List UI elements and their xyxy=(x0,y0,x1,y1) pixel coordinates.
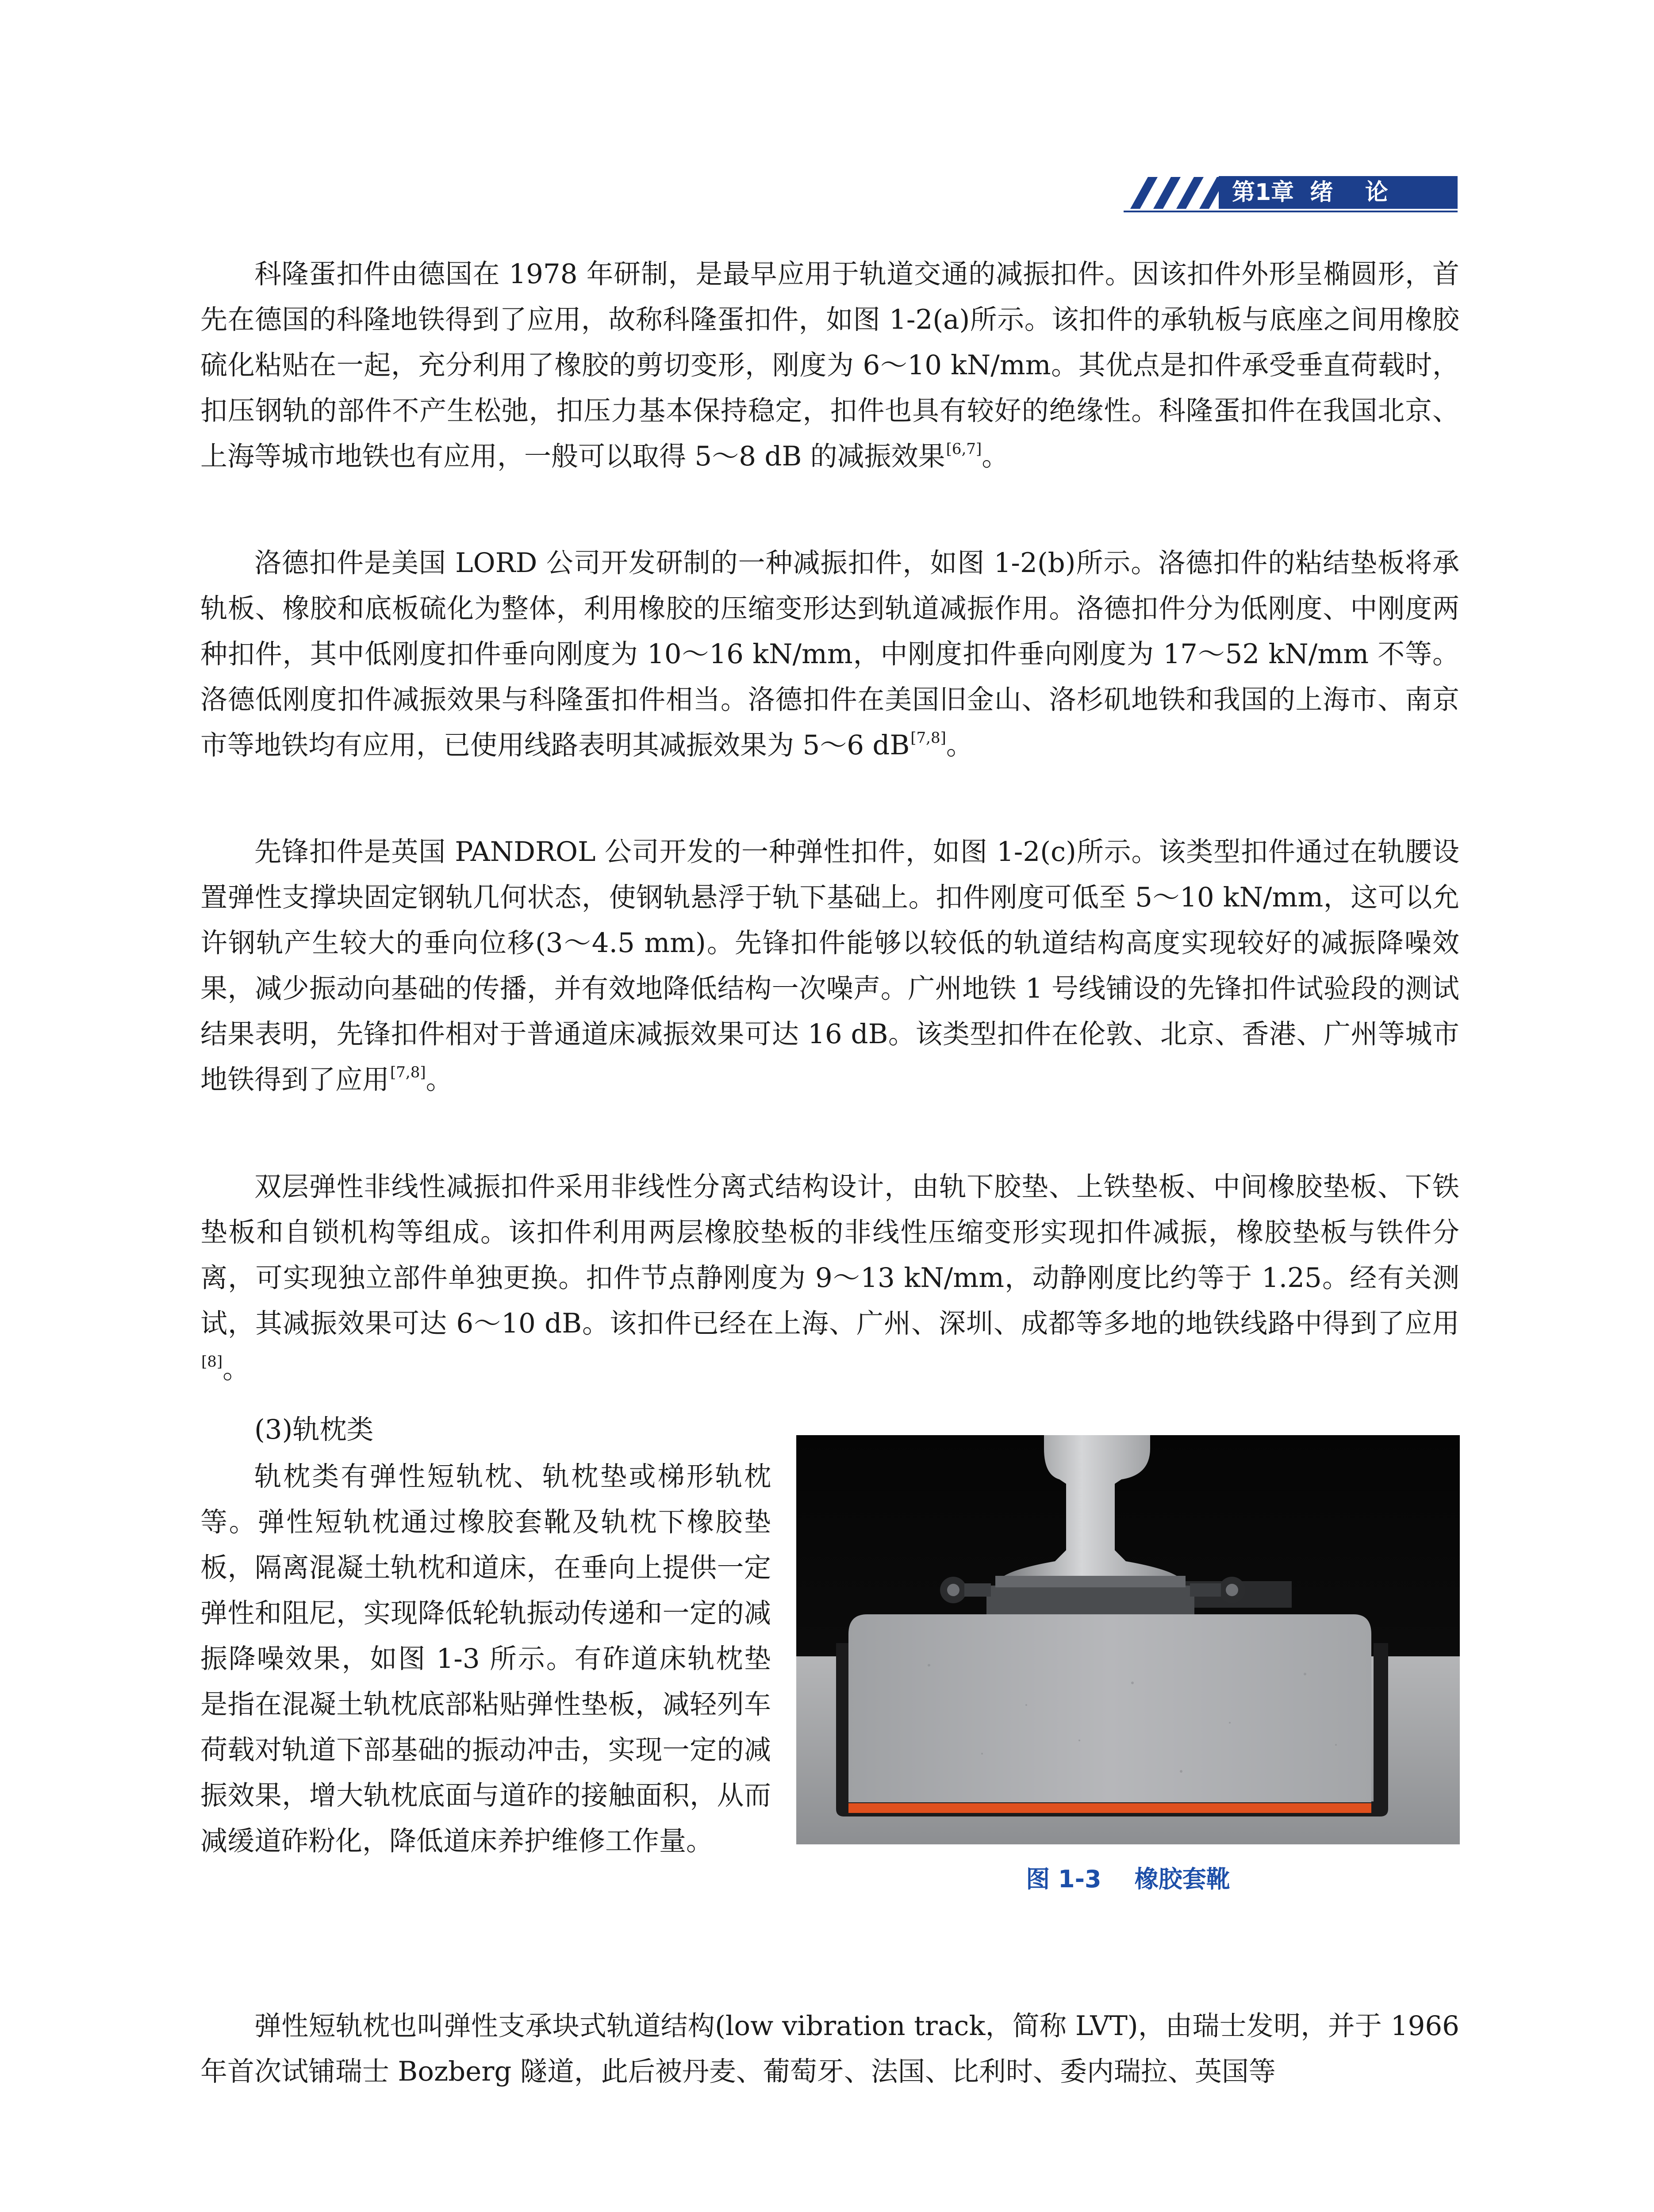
chapter-header xyxy=(1219,176,1458,209)
figure-rubber-boot xyxy=(796,1435,1460,1844)
figure-caption: 图 1-3 橡胶套靴 xyxy=(1026,1865,1230,1893)
subheading-sleepers: (3)轨枕类 xyxy=(254,1414,374,1445)
citation: [7,8] xyxy=(390,1064,426,1081)
chapter-number: 第1章 xyxy=(1232,179,1294,206)
chapter-title: 绪 论 xyxy=(1310,179,1388,206)
citation: [7,8] xyxy=(910,729,946,747)
paragraph-double-layer: 双层弹性非线性减振扣件采用非线性分离式结构设计，由轨下胶垫、上铁垫板、中间橡胶垫板、下铁垫板和自锁机构等组成。该扣件利用两层橡胶垫板的非线性压缩变形实现扣件减振，橡胶垫板与铁件分离，可实现独立部件单独更换。扣件节点静刚度为 9～13 kN/mm，动静刚度比约等于 1.25。经有关测试，其减振效果可达 6～10 dB。该扣件已经在上海、广州、深圳、成都等多地的地铁线路中得到了应用[8]。 xyxy=(200,1171,1459,1385)
paragraph-pandrol: 先锋扣件是英国 PANDROL 公司开发的一种弹性扣件，如图 1-2(c)所示。该类型扣件通过在轨腰设置弹性支撑块固定钢轨几何状态，使钢轨悬浮于轨下基础上。扣件刚度可低至 5～10 kN/mm，这可以允许钢轨产生较大的垂向位移(3～4.5 mm)。先锋扣件能够以较低的轨道结构高度实现较好的减振降噪效果，减少振动向基础的传播，并有效地降低结构一次噪声。广州地铁 1 号线铺设的先锋扣件试验段的测试结果表明，先锋扣件相对于普通道床减振效果可达 16 dB。该类型扣件在伦敦、北京、香港、广州等城市地铁得到了应用[7,8]。 xyxy=(200,836,1459,1095)
header-rule xyxy=(1124,211,1458,212)
citation: [8] xyxy=(201,1353,223,1371)
paragraph-lord: 洛德扣件是美国 LORD 公司开发研制的一种减振扣件，如图 1-2(b)所示。洛德扣件的粘结垫板将承轨板、橡胶和底板硫化为整体，利用橡胶的压缩变形达到轨道减振作用。洛德扣件分为低刚度、中刚度两种扣件，其中低刚度扣件垂向刚度为 10～16 kN/mm，中刚度扣件垂向刚度为 17～52 kN/mm 不等。洛德低刚度扣件减振效果与科隆蛋扣件相当。洛德扣件在美国旧金山、洛杉矶地铁和我国的上海市、南京市等地铁均有应用，已使用线路表明其减振效果为 5～6 dB[7,8]。 xyxy=(200,547,1459,761)
paragraph-cologne-egg: 科隆蛋扣件由德国在 1978 年研制，是最早应用于轨道交通的减振扣件。因该扣件外形呈椭圆形，首先在德国的科隆地铁得到了应用，故称科隆蛋扣件，如图 1-2(a)所示。该扣件的承轨板与底座之间用橡胶硫化粘贴在一起，充分利用了橡胶的剪切变形，刚度为 6～10 kN/mm。其优点是扣件承受垂直荷载时，扣压钢轨的部件不产生松弛，扣压力基本保持稳定，扣件也具有较好的绝缘性。科隆蛋扣件在我国北京、上海等城市地铁也有应用，一般可以取得 5～8 dB 的减振效果[6,7]。 xyxy=(200,258,1459,472)
paragraph-lvt: 弹性短轨枕也叫弹性支承块式轨道结构(low vibration track，简称 LVT)，由瑞士发明，并于 1966 年首次试铺瑞士 Bozberg 隧道，此后被丹麦、葡萄牙、法国、比利时、委内瑞拉、英国等 xyxy=(200,2010,1459,2087)
citation: [6,7] xyxy=(946,440,982,458)
header-stripes xyxy=(1113,175,1223,211)
paragraph-sleepers: 轨枕类有弹性短轨枕、轨枕垫或梯形轨枕等。弹性短轨枕通过橡胶套靴及轨枕下橡胶垫板，隔离混凝土轨枕和道床，在垂向上提供一定弹性和阻尼，实现降低轮轨振动传递和一定的减振降噪效果，如图 1-3 所示。有砟道床轨枕垫是指在混凝土轨枕底部粘贴弹性垫板，减轻列车荷载对轨道下部基础的振动冲击，实现一定的减振效果，增大轨枕底面与道砟的接触面积，从而减缓道砟粉化，降低道床养护维修工作量。 xyxy=(200,1461,771,1857)
